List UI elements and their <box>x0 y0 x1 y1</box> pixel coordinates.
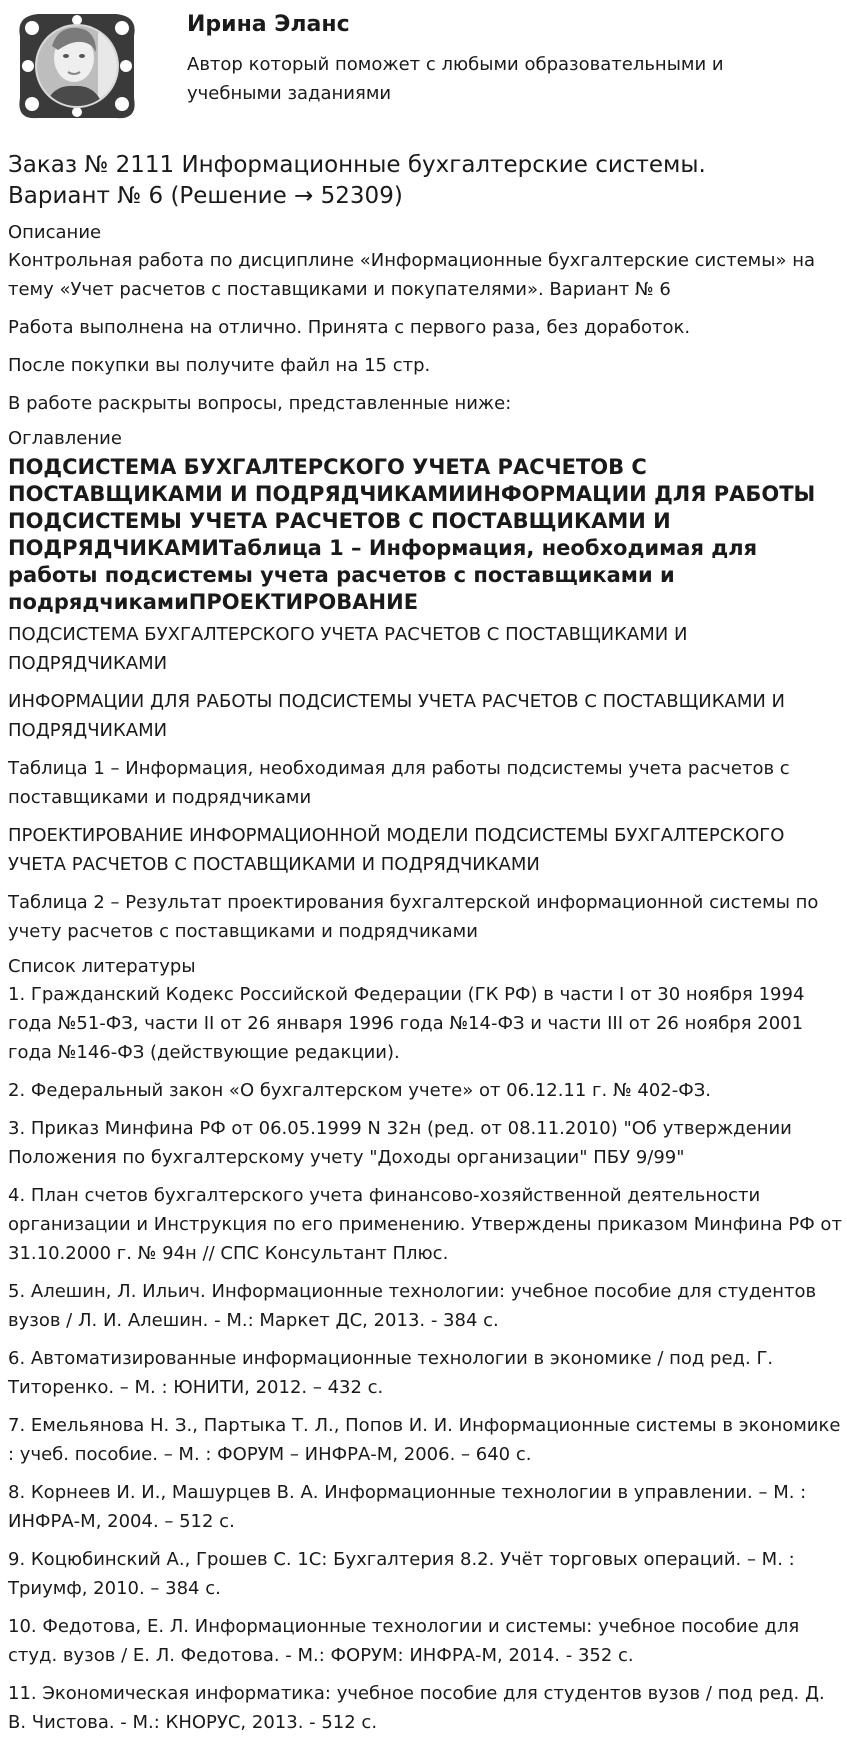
reference-item: 1. Гражданский Кодекс Российской Федерации (ГК РФ) в части I от 30 ноября 1994 года №51-ФЗ, части II от 26 января 1996 года №14-ФЗ и части III от 26 ноября 2001 года №146-ФЗ (действующие редакции). <box>8 984 805 1063</box>
reference-item: 2. Федеральный закон «О бухгалтерском учете» от 06.12.11 г. № 402-ФЗ. <box>8 1080 712 1101</box>
avatar-film-frame-icon <box>8 6 146 126</box>
reference-item: 10. Федотова, Е. Л. Информационные технологии и системы: учебное пособие для студ. вузов / Е. Л. Федотова. - М.: ФОРУМ: ИНФРА-М, 2014. - 352 с. <box>8 1616 800 1666</box>
order-content <box>8 150 843 1746</box>
author-description: Автор который поможет с любыми образовательными и учебными заданиями <box>187 54 724 104</box>
description-paragraph: Контрольная работа по дисциплине «Информационные бухгалтерские системы» на тему «Учет расчетов с поставщиками и покупателями». Вариант № 6 <box>8 250 815 300</box>
title-line-1: Заказ № 2111 Информационные бухгалтерские системы. <box>8 152 706 178</box>
title-line-2: Вариант № 6 (Решение → 52309) <box>8 183 403 209</box>
toc-item: ПРОЕКТИРОВАНИЕ ИНФОРМАЦИОННОЙ МОДЕЛИ ПОДСИСТЕМЫ БУХГАЛТЕРСКОГО УЧЕТА РАСЧЕТОВ С ПОСТАВЩИКАМИ И ПОДРЯДЧИКАМИ <box>8 825 785 875</box>
toc-heading: ПОДСИСТЕМА БУХГАЛТЕРСКОГО УЧЕТА РАСЧЕТОВ С ПОСТАВЩИКАМИ И ПОДРЯДЧИКАМИИНФОРМАЦИИ ДЛЯ РАБОТЫ ПОДСИСТЕМЫ УЧЕТА РАСЧЕТОВ С ПОСТАВЩИКАМИ И ПОДРЯДЧИКАМИТаблица 1 – Информация, необходимая для работы подсистемы учета расчетов с поставщиками и подрядчикамиПРОЕКТИРОВАНИЕ <box>8 455 816 614</box>
toc-item: Таблица 1 – Информация, необходимая для работы подсистемы учета расчетов с поставщиками и подрядчиками <box>8 758 790 808</box>
description-paragraph: Работа выполнена на отлично. Принята с первого раза, без доработок. <box>8 317 691 338</box>
page-title <box>8 150 843 212</box>
toc-item: ИНФОРМАЦИИ ДЛЯ РАБОТЫ ПОДСИСТЕМЫ УЧЕТА РАСЧЕТОВ С ПОСТАВЩИКАМИ И ПОДРЯДЧИКАМИ <box>8 691 786 741</box>
reference-item: 9. Коцюбинский А., Грошев С. 1С: Бухгалтерия 8.2. Учёт торговых операций. – М. : Триумф, 2010. – 384 с. <box>8 1549 795 1599</box>
description-paragraph: После покупки вы получите файл на 15 стр. <box>8 355 431 376</box>
references-label: Список литературы <box>8 956 196 977</box>
reference-item: 7. Емельянова Н. З., Партыка Т. Л., Попов И. И. Информационные системы в экономике : учеб. пособие. – М. : ФОРУМ – ИНФРА-М, 2006. – 640 с. <box>8 1415 841 1465</box>
reference-item: 4. План счетов бухгалтерского учета финансово-хозяйственной деятельности организации и Инструкция по его применению. Утверждены приказом Минфина РФ от 31.10.2000 г. № 94н // СПС Консультант Плюс. <box>8 1185 842 1264</box>
toc-item: Таблица 2 – Результат проектирования бухгалтерской информационной системы по учету расчетов с поставщиками и подрядчиками <box>8 892 819 942</box>
references-list <box>8 980 843 1737</box>
toc-label: Оглавление <box>8 428 122 449</box>
toc-item: ПОДСИСТЕМА БУХГАЛТЕРСКОГО УЧЕТА РАСЧЕТОВ С ПОСТАВЩИКАМИ И ПОДРЯДЧИКАМИ <box>8 624 688 674</box>
description-label: Описание <box>8 222 102 243</box>
reference-item: 8. Корнеев И. И., Машурцев В. А. Информационные технологии в управлении. – М. : ИНФРА-М, 2004. – 512 с. <box>8 1482 807 1532</box>
reference-item: 3. Приказ Минфина РФ от 06.05.1999 N 32н (ред. от 08.11.2010) "Об утверждении Положения по бухгалтерскому учету "Доходы организации" ПБУ 9/99" <box>8 1118 792 1168</box>
author-name[interactable]: Ирина Эланс <box>187 12 350 37</box>
reference-item: 11. Экономическая информатика: учебное пособие для студентов вузов / под ред. Д. В. Чистова. - М.: КНОРУС, 2013. - 512 с. <box>8 1683 825 1733</box>
reference-item: 6. Автоматизированные информационные технологии в экономике / под ред. Г. Титоренко. – М. : ЮНИТИ, 2012. – 432 с. <box>8 1348 774 1398</box>
avatar[interactable] <box>8 6 146 126</box>
description-paragraph: В работе раскрыты вопросы, представленные ниже: <box>8 393 512 414</box>
author-header <box>0 0 847 130</box>
reference-item: 5. Алешин, Л. Ильич. Информационные технологии: учебное пособие для студентов вузов / Л. И. Алешин. - М.: Маркет ДС, 2013. - 384 с. <box>8 1281 817 1331</box>
